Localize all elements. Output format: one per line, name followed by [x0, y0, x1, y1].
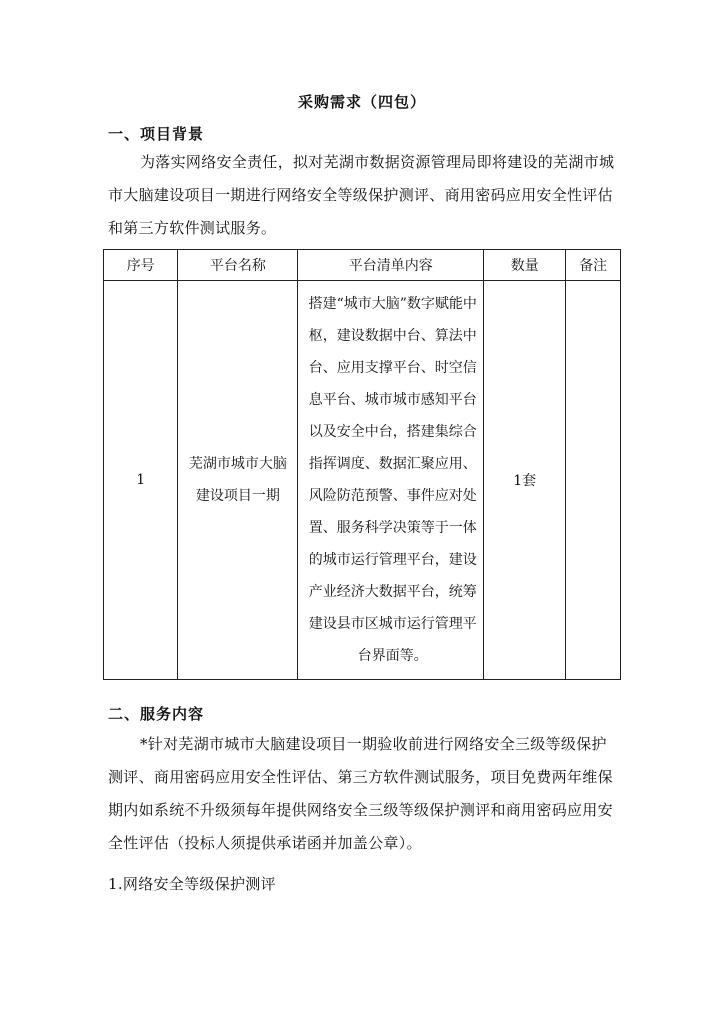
table-row — [104, 281, 621, 680]
cell-note — [566, 281, 621, 680]
cell-serial: 1 — [104, 281, 178, 680]
cell-platform-content: 搭建“城市大脑”数字赋能中枢，建设数据中台、算法中台、应用支撑平台、时空信息平台、城市城市感知平台以及安全中台，搭建集综合指挥调度、数据汇聚应用、风险防范预警、事件应对处置、服务科学决策等于一体的城市运行管理平台，建设产业经济大数据平台，统筹建设县市区城市运行管理平台界面等。 — [298, 281, 484, 680]
service-paragraph: *针对芜湖市城市大脑建设项目一期验收前进行网络安全三级等级保护测评、商用密码应用安全性评估、第三方软件测试服务，项目免费两年维保期内如系统不升级须每年提供网络安全三级等级保护测评和商用密码应用安全性评估（投标人须提供承诺函并加盖公章）。 — [108, 735, 613, 852]
cell-platform-name: 芜湖市城市大脑建设项目一期 — [178, 281, 298, 680]
background-paragraph: 为落实网络安全责任，拟对芜湖市数据资源管理局即将建设的芜湖市城市大脑建设项目一期进行网络安全等级保护测评、商用密码应用安全性评估和第三方软件测试服务。 — [108, 153, 615, 237]
item-heading-classified-protection: 1.网络安全等级保护测评 — [108, 875, 276, 893]
cell-quantity: 1套 — [484, 281, 566, 680]
header-platform-name: 平台名称 — [178, 250, 298, 281]
header-quantity: 数量 — [484, 250, 566, 281]
platform-table — [103, 249, 621, 680]
page-title: 采购需求（四包） — [297, 93, 426, 111]
section-heading-service: 二、服务内容 — [108, 705, 205, 723]
header-note: 备注 — [566, 250, 621, 281]
section-heading-background: 一、项目背景 — [108, 125, 205, 143]
header-platform-content: 平台清单内容 — [298, 250, 484, 281]
table-header-row — [104, 250, 621, 281]
header-serial: 序号 — [104, 250, 178, 281]
